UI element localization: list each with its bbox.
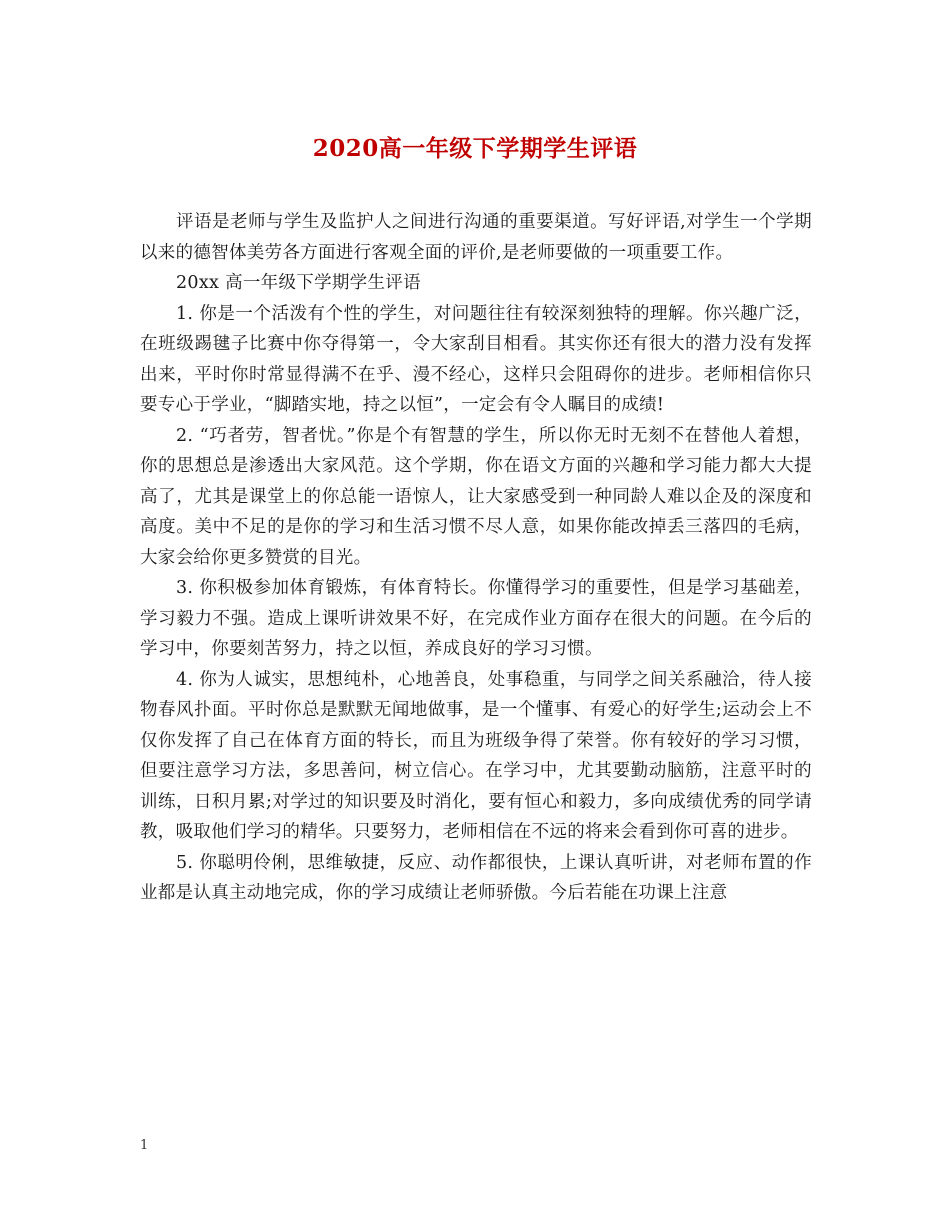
intro-paragraph: 评语是老师与学生及监护人之间进行沟通的重要渠道。写好评语,对学生一个学期以来的德智体美劳各方面进行客观全面的评价,是老师要做的一项重要工作。 (140, 212, 812, 263)
comment-paragraph-5: 5. 你聪明伶俐，思维敏捷，反应、动作都很快，上课认真听讲，对老师布置的作业都是认真主动地完成，你的学习成绩让老师骄傲。今后若能在功课上注意 (140, 852, 812, 903)
section-heading: 20xx 高一年级下学期学生评语 (176, 273, 421, 293)
page-title: 2020高一年级下学期学生评语 (312, 135, 638, 162)
comment-paragraph-4: 4. 你为人诚实，思想纯朴，心地善良，处事稳重，与同学之间关系融洽，待人接物春风扑面。平时你总是默默无闻地做事，是一个懂事、有爱心的好学生;运动会上不仅你发挥了自己在体育方面的特长，而且为班级争得了荣誉。你有较好的学习习惯，但要注意学习方法，多思善问，树立信心。在学习中，尤其要勤动脑筋，注意平时的训练，日积月累;对学过的知识要及时消化，要有恒心和毅力，多向成绩优秀的同学请教，吸取他们学习的精华。只要努力，老师相信在不远的将来会看到你可喜的进步。 (140, 669, 812, 842)
comment-paragraph-1: 1. 你是一个活泼有个性的学生，对问题往往有较深刻独特的理解。你兴趣广泛，在班级踢毽子比赛中你夺得第一，令大家刮目相看。其实你还有很大的潜力没有发挥出来，平时你时常显得满不在乎、漫不经心，这样只会阻碍你的进步。老师相信你只要专心于学业，“脚踏实地，持之以恒”，一定会有令人瞩目的成绩! (140, 303, 812, 415)
comment-paragraph-3: 3. 你积极参加体育锻炼，有体育特长。你懂得学习的重要性，但是学习基础差，学习毅力不强。造成上课听讲效果不好，在完成作业方面存在很大的问题。在今后的学习中，你要刻苦努力，持之以恒，养成良好的学习习惯。 (140, 578, 812, 659)
page-number: 1 (140, 1138, 149, 1153)
comment-paragraph-2: 2. “巧者劳，智者忧。”你是个有智慧的学生，所以你无时无刻不在替他人着想，你的思想总是渗透出大家风范。这个学期，你在语文方面的兴趣和学习能力都大大提高了，尤其是课堂上的你总能一语惊人，让大家感受到一种同龄人难以企及的深度和高度。美中不足的是你的学习和生活习惯不尽人意，如果你能改掉丢三落四的毛病，大家会给你更多赞赏的目光。 (140, 425, 812, 568)
document-body (140, 207, 812, 909)
